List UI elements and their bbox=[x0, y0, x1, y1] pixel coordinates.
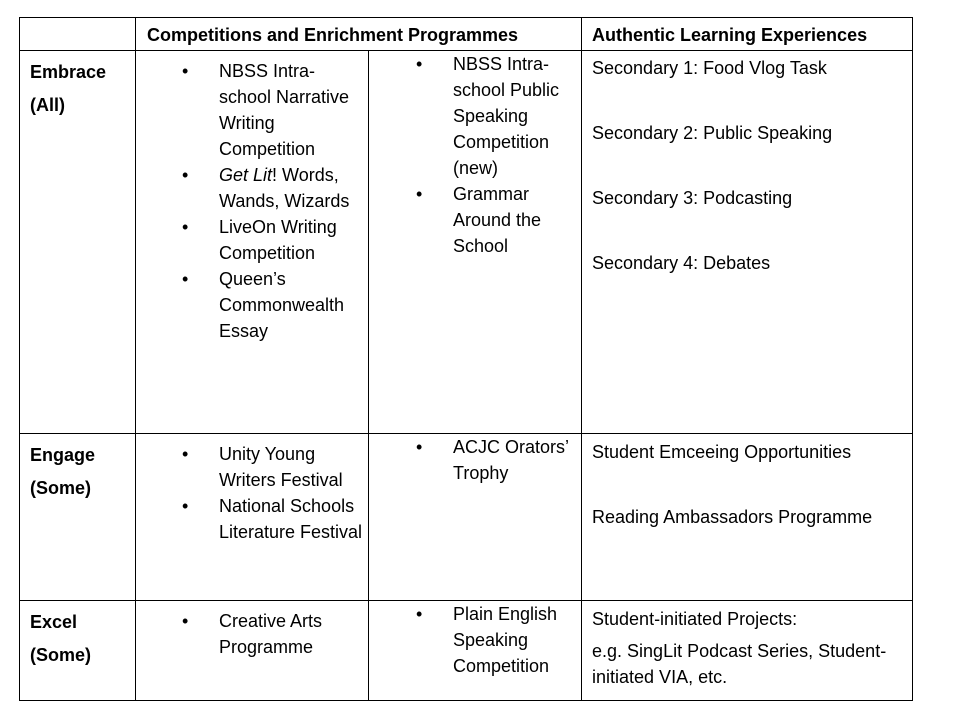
competitions-right-embrace bbox=[369, 51, 582, 434]
list-item: • Unity Young Writers Festival bbox=[136, 441, 368, 493]
row-label-excel bbox=[20, 601, 136, 701]
row-label-embrace bbox=[20, 51, 136, 434]
row-label-sub: (Some) bbox=[30, 478, 92, 498]
row-label-engage bbox=[20, 434, 136, 601]
bullet-icon: • bbox=[416, 437, 423, 457]
getlit-rest: ! Words, Wands, Wizards bbox=[219, 165, 350, 211]
bullet-icon: • bbox=[416, 184, 423, 204]
list-item: • LiveOn Writing Competition bbox=[136, 214, 368, 266]
bullet-icon: • bbox=[182, 165, 189, 185]
row-label-title: Engage bbox=[30, 445, 96, 465]
row-label-sub: (Some) bbox=[30, 645, 92, 665]
ale-item: e.g. SingLit Podcast Series, Student-initiated VIA, etc. bbox=[592, 641, 887, 687]
row-label-title: Excel bbox=[30, 612, 78, 632]
list-item: • NBSS Intra-school Public Speaking Competition (new) bbox=[369, 51, 581, 181]
bullet-icon: • bbox=[182, 269, 189, 289]
authentic-excel bbox=[582, 601, 913, 701]
ale-item: Secondary 2: Public Speaking bbox=[592, 123, 833, 143]
authentic-embrace bbox=[582, 51, 913, 434]
competitions-left-engage bbox=[136, 434, 369, 601]
bullet-icon: • bbox=[182, 217, 189, 237]
list-item: • National Schools Literature Festival bbox=[136, 493, 368, 545]
competitions-right-engage bbox=[369, 434, 582, 601]
bullet-icon: • bbox=[182, 496, 189, 516]
list-item: • Grammar Around the School bbox=[369, 181, 581, 259]
ale-item: Student Emceeing Opportunities bbox=[592, 442, 852, 462]
list-item bbox=[136, 162, 368, 214]
header-competitions: Competitions and Enrichment Programmes bbox=[136, 18, 582, 51]
list-item: • ACJC Orators’ Trophy bbox=[369, 434, 581, 486]
authentic-engage bbox=[582, 434, 913, 601]
ale-item: Secondary 4: Debates bbox=[592, 253, 771, 273]
bullet-icon: • bbox=[182, 444, 189, 464]
ale-item: Secondary 3: Podcasting bbox=[592, 188, 793, 208]
list-item: • Plain English Speaking Competition bbox=[369, 601, 581, 679]
header-authentic-learning: Authentic Learning Experiences bbox=[582, 18, 913, 51]
row-engage bbox=[20, 434, 913, 601]
row-label-title: Embrace bbox=[30, 62, 107, 82]
competitions-left-excel bbox=[136, 601, 369, 701]
bullet-icon: • bbox=[182, 61, 189, 81]
bullet-icon: • bbox=[182, 611, 189, 631]
ale-item: Secondary 1: Food Vlog Task bbox=[592, 58, 827, 78]
list-item: • Creative Arts Programme bbox=[136, 608, 368, 660]
list-item: • NBSS Intra-school Narrative Writing Competition bbox=[136, 58, 368, 162]
ale-item: Reading Ambassadors Programme bbox=[592, 507, 873, 527]
enrichment-table bbox=[19, 17, 913, 701]
bullet-icon: • bbox=[416, 604, 423, 624]
getlit-italic: Get Lit bbox=[219, 165, 273, 185]
row-label-sub: (All) bbox=[30, 95, 65, 115]
header-row bbox=[20, 18, 913, 51]
row-excel bbox=[20, 601, 913, 701]
ale-item: Student-initiated Projects: bbox=[592, 609, 798, 629]
competitions-left-embrace bbox=[136, 51, 369, 434]
competitions-right-excel bbox=[369, 601, 582, 701]
bullet-icon: • bbox=[416, 54, 423, 74]
header-empty-cell bbox=[20, 18, 136, 51]
list-item: • Queen’s Commonwealth Essay bbox=[136, 266, 368, 344]
row-embrace bbox=[20, 51, 913, 434]
